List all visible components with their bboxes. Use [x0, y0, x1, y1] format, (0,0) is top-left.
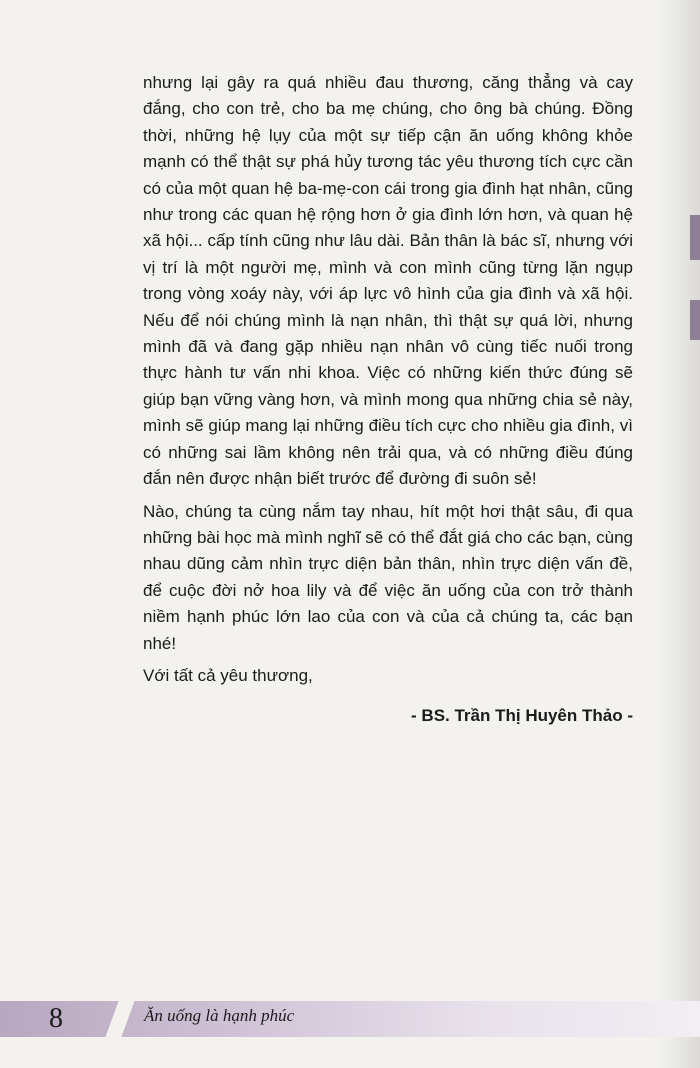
- page-edge-shadow: [660, 0, 700, 1068]
- author-signature: - BS. Trần Thị Huyên Thảo -: [411, 706, 633, 725]
- page-number: 8: [49, 1003, 63, 1034]
- closing-line: Với tất cả yêu thương,: [143, 665, 313, 685]
- body-text: [143, 70, 633, 689]
- chapter-edge-tab: [690, 300, 700, 340]
- running-book-title: Ăn uống là hạnh phúc: [144, 1006, 295, 1025]
- paragraph: Nào, chúng ta cùng nắm tay nhau, hít một hơi thật sâu, đi qua những bài học mà mình nghĩ sẽ có thể đắt giá cho các bạn, cùng nhau dũng cảm nhìn trực diện bản thân, nhìn trực diện vấn đề, để cuộc đời nở hoa lily và để việc ăn uống của con trở thành niềm hạnh phúc lớn lao của con và của cả chúng ta, các bạn nhé!: [143, 501, 633, 653]
- paragraph: nhưng lại gây ra quá nhiều đau thương, căng thẳng và cay đắng, cho con trẻ, cho ba mẹ chúng, cho ông bà chúng. Đồng thời, những hệ lụy của một sự tiếp cận ăn uống không khỏe mạnh có thể thật sự phá hủy tương tác yêu thương tích cực cần có của một quan hệ ba-mẹ-con cái trong gia đình hạt nhân, cũng như trong các quan hệ rộng hơn ở gia đình lớn hơn, và quan hệ xã hội... cấp tính cũng như lâu dài. Bản thân là bác sĩ, nhưng với vị trí là một người mẹ, mình và con mình cũng từng lặn ngụp trong vòng xoáy này, với áp lực vô hình của gia đình và xã hội. Nếu để nói chúng mình là nạn nhân, thì thật sự quá lời, nhưng mình đã và đang gặp nhiều nạn nhân vô cùng tiếc nuối trong thực hành tư vấn nhi khoa. Việc có những kiến thức đúng sẽ giúp bạn vững vàng hơn, và mình mong qua những chia sẻ này, mình sẽ giúp mang lại những điều tích cực cho nhiều gia đình, vì có những sai lầm không nên trải qua, và có những điều đúng đắn nên được nhận biết trước để đường đi suôn sẻ!: [143, 73, 633, 489]
- chapter-edge-tab: [690, 215, 700, 260]
